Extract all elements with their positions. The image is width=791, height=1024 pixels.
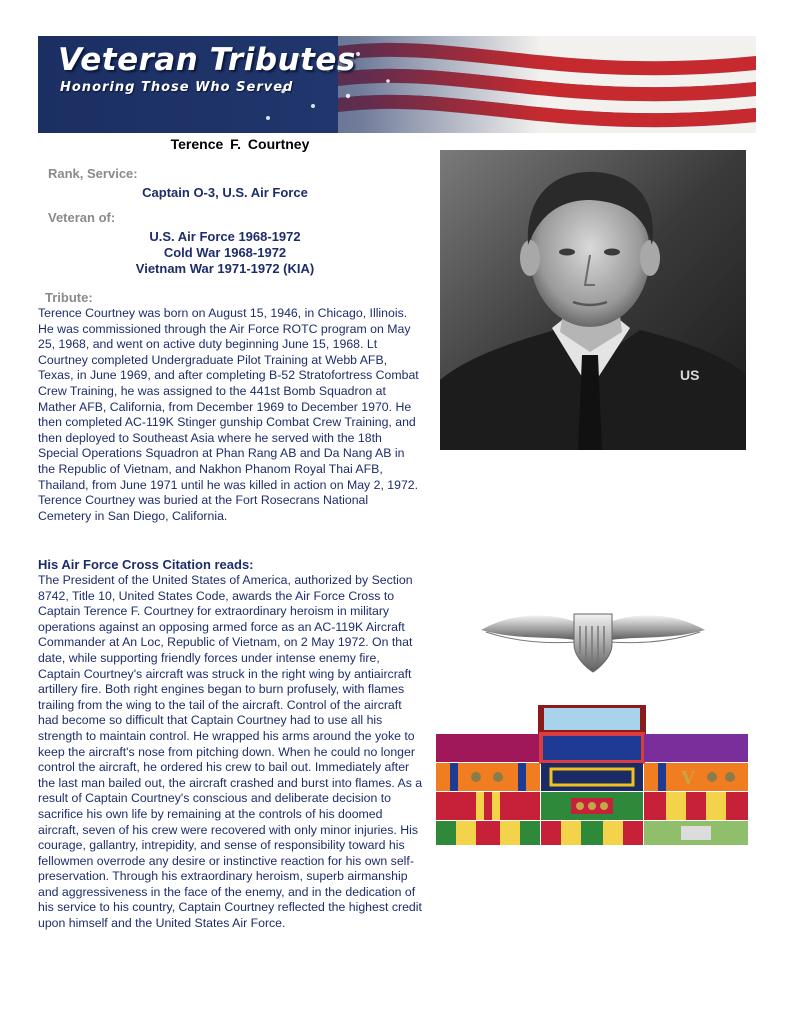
veteran-of-item: Cold War 1968-1972: [163, 245, 287, 260]
portrait-photo: [440, 150, 746, 450]
rank-service-value: Captain O-3, U.S. Air Force: [142, 185, 308, 200]
header-banner: [38, 36, 756, 133]
pilot-wings-badge: [476, 600, 710, 680]
banner-title: Veteran Tributes: [58, 42, 356, 78]
veteran-of-label: Veteran of:: [48, 210, 116, 225]
banner-subtitle: Honoring Those Who Served: [60, 80, 294, 95]
citation-heading: His Air Force Cross Citation reads:: [38, 557, 254, 572]
collar-insignia: US: [680, 367, 700, 383]
veteran-name: Terence F. Courtney: [170, 136, 310, 152]
ribbon-rack: [436, 705, 748, 845]
citation-text: The President of the United States of America, authorized by Section 8742, Title 10, United States Code, awards the Air Force Cross to Captain Terence F. Courtney for extraordinary heroism in military operations against an opposing armed force as an AC-119K Aircraft Commander at An Loc, Republic of Vietnam, on 2 May 1972. On that date, while supporting friendly forces under intense enemy fire, Captain Courtney's aircraft was struck in the right wing by antiaircraft artillery fire. Both right engines began to burn profusely, with flames trailing from the wing to the tail of the aircraft. Control of the aircraft had become so difficult that Captain Courtney had to use all his strength to maintain control. He wrapped his arms around the yoke to keep the aircraft's nose from pitching down. When he could no longer control the aircraft, he ordered his crew to bail out. Immediately after the last man bailed out, the aircraft crashed and burst into flames. As a result of Captain Courtney's conscious and deliberate decision to sacrifice his own life by remaining at the controls of his doomed aircraft, seven of his crew were recovered with only minor injuries. His courage, gallantry, intrepidity, and sense of responsibility toward his fellowmen overrode any desire or instinctive reaction for his own self-preservation. Through his extraordinary heroism, superb airmanship and aggressiveness in the face of the enemy, and in the dedication of his service to his country, Captain Courtney reflected the highest credit upon himself and the United States Air Force.: [38, 573, 423, 931]
svg-text:V: V: [681, 767, 696, 789]
tribute-text: Terence Courtney was born on August 15, 1946, in Chicago, Illinois. He was commissioned through the Air Force ROTC program on May 25, 1968, and went on active duty beginning June 15, 1968. Lt Courtney completed Undergraduate Pilot Training at Webb AFB, Texas, in June 1969, and after completing B-52 Stratofortress Combat Crew Training, he was assigned to the 441st Bomb Squadron at Mather AFB, California, from December 1969 to December 1970. He then completed AC-119K Stinger gunship Combat Crew Training, and then deployed to Southeast Asia where he served with the 18th Special Operations Squadron at Phan Rang AB and Da Nang AB in the Republic of Vietnam, and Nakhon Phanom Royal Thai AFB, Thailand, from June 1971 until he was killed in action on May 2, 1972. Terence Courtney was buried at the Fort Rosecrans National Cemetery in San Diego, California.: [38, 306, 419, 523]
rank-service-label: Rank, Service:: [48, 166, 138, 181]
veteran-of-item: Vietnam War 1971-1972 (KIA): [135, 261, 315, 276]
veteran-of-item: U.S. Air Force 1968-1972: [149, 229, 301, 244]
tribute-label: Tribute:: [45, 290, 93, 305]
